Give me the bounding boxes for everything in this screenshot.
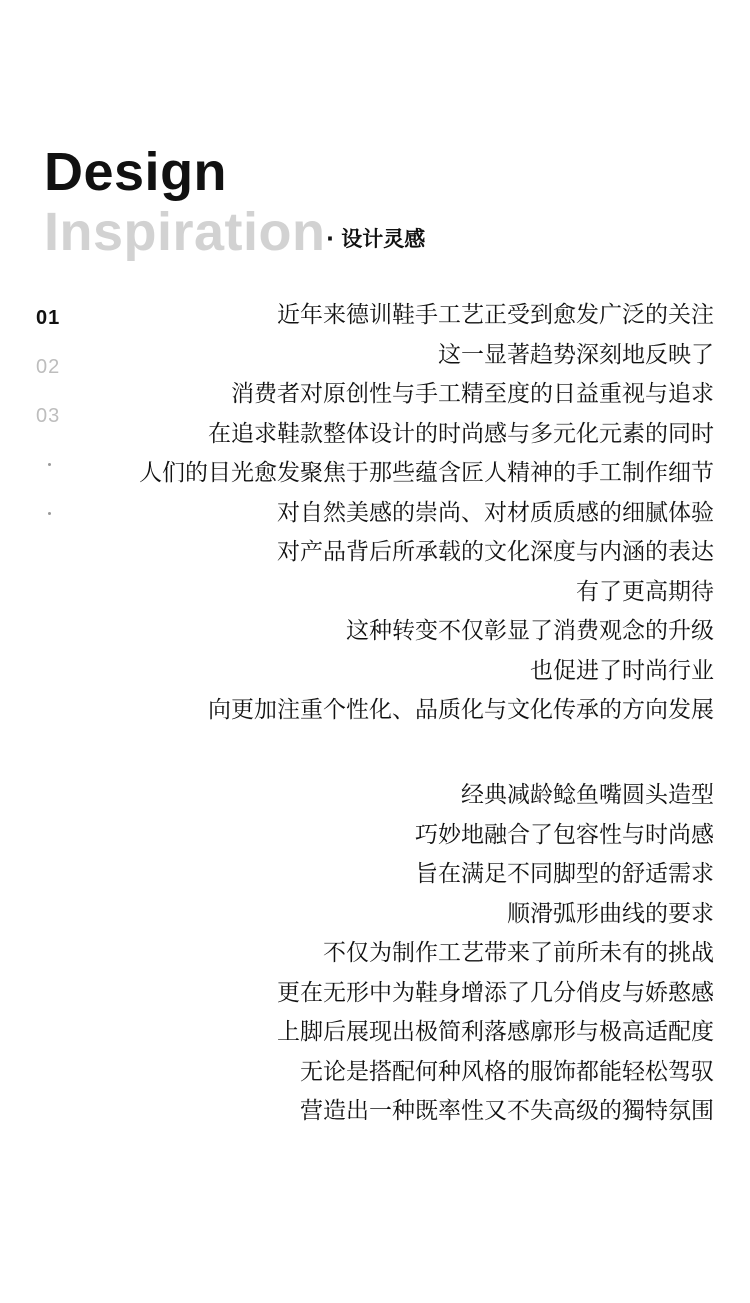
text-line: 这一显著趋势深刻地反映了 xyxy=(438,341,714,368)
text-line: 营造出一种既率性又不失高级的獨特氛围 xyxy=(300,1098,714,1124)
text-line: 也促进了时尚行业 xyxy=(530,657,714,684)
side-nav-item-02[interactable]: 02 xyxy=(36,356,61,378)
text-line: 有了更高期待 xyxy=(576,578,714,605)
text-line: 人们的目光愈发聚焦于那些蕴含匠人精神的手工制作细节 xyxy=(139,460,714,486)
text-line: 消费者对原创性与手工精至度的日益重视与追求 xyxy=(231,381,714,407)
side-nav-dot xyxy=(48,463,51,466)
text-line: 旨在满足不同脚型的舒适需求 xyxy=(415,861,714,887)
paragraph-craftsmanship xyxy=(139,296,714,731)
text-line: 更在无形中为鞋身增添了几分俏皮与娇憨感 xyxy=(277,979,714,1006)
text-line: 顺滑弧形曲线的要求 xyxy=(507,900,714,927)
text-line: 不仅为制作工艺带来了前所未有的挑战 xyxy=(323,940,714,966)
heading-title-inspiration: Inspiration xyxy=(44,202,326,262)
text-line: 巧妙地融合了包容性与时尚感 xyxy=(415,821,714,848)
side-nav-dot xyxy=(48,512,51,515)
text-line: 对自然美感的崇尚、对材质质感的细腻体验 xyxy=(277,499,714,526)
heading-title-design: Design xyxy=(44,142,228,202)
text-line: 这种转变不仅彰显了消费观念的升级 xyxy=(346,618,714,644)
side-nav-item-03[interactable]: 03 xyxy=(36,405,61,427)
text-line: 近年来德训鞋手工艺正受到愈发广泛的关注 xyxy=(277,302,714,328)
text-line: 经典减龄鲶鱼嘴圆头造型 xyxy=(461,782,714,808)
text-line: 无论是搭配何种风格的服饰都能轻松驾驭 xyxy=(300,1058,714,1085)
heading-subtitle: · 设计灵感 xyxy=(326,227,426,251)
text-line: 对产品背后所承载的文化深度与内涵的表达 xyxy=(277,539,714,565)
side-nav-item-01[interactable]: 01 xyxy=(36,307,61,329)
text-line: 在追求鞋款整体设计的时尚感与多元化元素的同时 xyxy=(208,420,714,447)
paragraph-design-shape xyxy=(277,776,714,1132)
text-line: 上脚后展现出极简利落感廓形与极高适配度 xyxy=(277,1019,714,1045)
text-line: 向更加注重个性化、品质化与文化传承的方向发展 xyxy=(208,697,714,723)
